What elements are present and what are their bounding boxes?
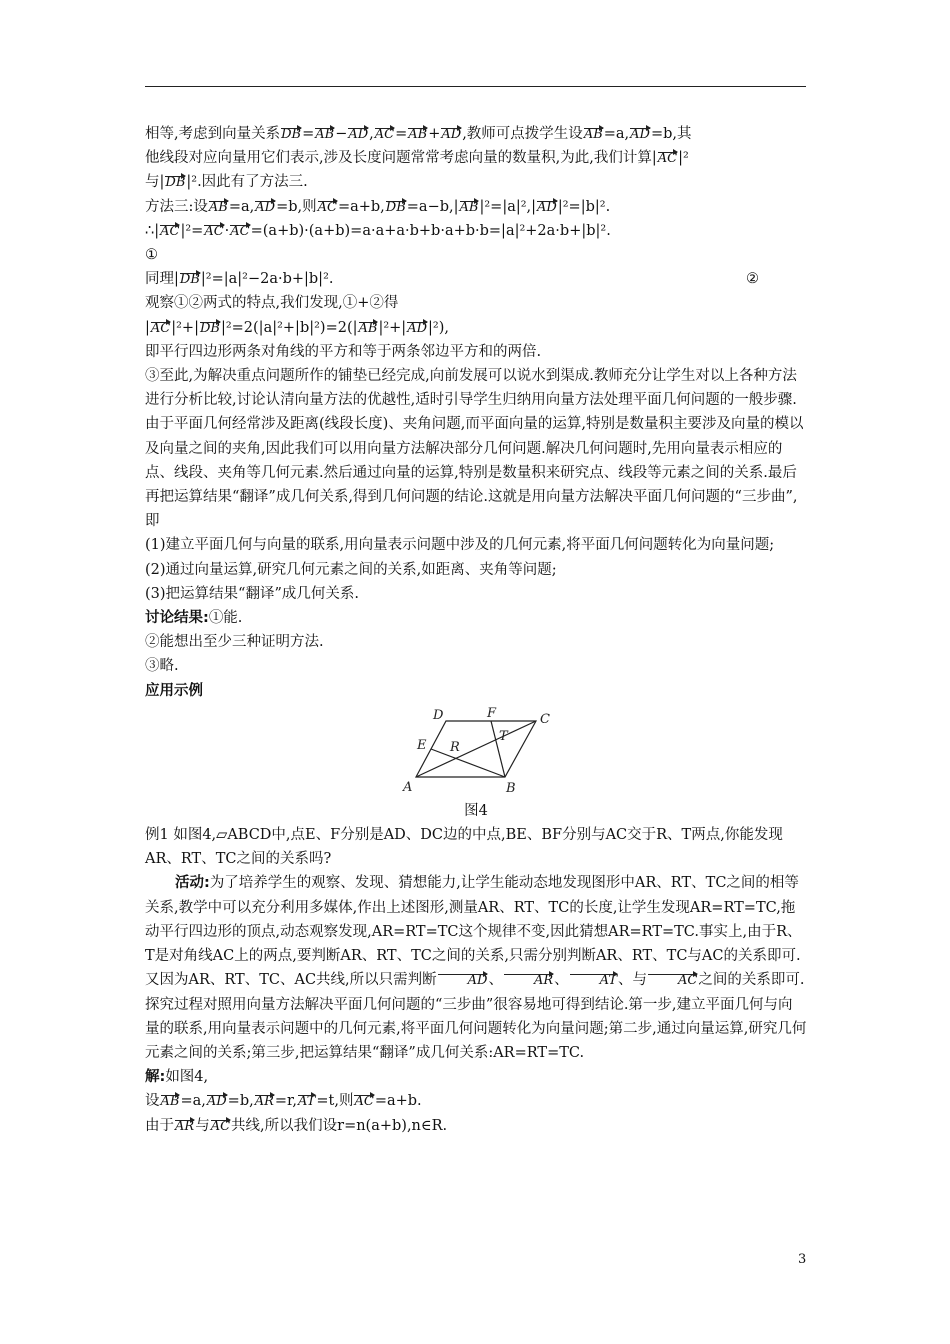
text: |²=|a|²−2a·b+|b|². — [200, 271, 334, 288]
vector-ad: AD — [255, 199, 276, 215]
solution-label: 解: — [145, 1069, 166, 1086]
text-line — [145, 219, 807, 243]
vector-db: DB — [281, 127, 302, 142]
text: 与 — [195, 1117, 210, 1134]
text: =(a+b)·(a+b)=a·a+a·b+b·a+b·b=|a|²+2a·b+|b|². — [250, 222, 611, 239]
text-line: ③略. — [145, 658, 179, 675]
vector-ac: AC — [210, 1118, 231, 1134]
vector-ac: AC — [374, 127, 395, 142]
text: 、与 — [618, 972, 648, 989]
text: 之间的关系即可.探究过程对照用向量方法解决平面几何问题的“三步曲”很容易地可得到结论.第一步,建立平面几何与向量的联系,用向量表示问题中的几何元素,将平面几何问题转化为向量问题;第二步,通过向量运算,研究几何元素之间的关系;第三步,把运算结果“翻译”成几何关系:AR=RT=TC. — [145, 972, 807, 1061]
text: |²=|b|². — [557, 198, 611, 215]
label-d: D — [433, 707, 444, 723]
text-line — [145, 316, 807, 340]
activity-label: 活动: — [175, 875, 210, 892]
text: |²), — [428, 319, 449, 336]
text: 他线段对应向量用它们表示,涉及长度问题常常考虑向量的数量积,为此,我们计算| — [145, 150, 657, 167]
figure-caption: 图4 — [464, 802, 488, 819]
vector-ac: AC — [204, 223, 224, 239]
step-item: (2)通过向量运算,研究几何元素之间的关系,如距离、夹角等问题; — [145, 561, 557, 578]
document-body — [145, 122, 807, 1138]
vector-db: DB — [179, 272, 200, 288]
vector-at: AT — [298, 1094, 316, 1110]
text-line — [145, 122, 807, 146]
vector-ac: AC — [657, 151, 678, 167]
section-title: 应用示例 — [145, 682, 203, 699]
parallelogram-figure — [400, 705, 560, 797]
label-e: E — [417, 737, 427, 753]
text: =a, — [603, 126, 630, 142]
vector-ab: AB — [358, 320, 378, 336]
text: =a, — [180, 1093, 206, 1110]
vector-ac: AC — [354, 1094, 374, 1110]
text-line — [145, 267, 807, 291]
text: 相等,考虑到向量关系 — [145, 126, 281, 142]
diagonal-ac — [416, 721, 536, 777]
vector-ab: AB — [408, 127, 428, 142]
text-line: 即平行四边形两条对角线的平方和等于两条邻边平方和的两倍. — [145, 343, 542, 360]
label-r: R — [450, 739, 460, 755]
text: 、 — [488, 972, 503, 989]
text: ∴| — [145, 222, 160, 239]
text-line — [145, 1114, 807, 1138]
vector-ar: AR — [503, 974, 554, 988]
step-item: (1)建立平面几何与向量的联系,用向量表示问题中涉及的几何元素,将平面几何问题转化为向量问题; — [145, 537, 775, 554]
vector-ad: AD — [407, 320, 427, 336]
vector-ad: AD — [630, 127, 650, 142]
text: − — [335, 126, 348, 142]
text-line — [145, 170, 807, 194]
text: | — [145, 319, 150, 336]
text: =b,其 — [650, 126, 692, 142]
vector-ab: AB — [315, 127, 335, 142]
text: |²= — [180, 222, 204, 239]
text: =b, — [227, 1093, 254, 1110]
text: = — [302, 126, 315, 142]
label-a: A — [403, 779, 413, 795]
text: 为了培养学生的观察、发现、猜想能力,让学生能动态地发现图形中AR、RT、TC之间的相等关系,教学中可以充分利用多媒体,作出上述图形,测量AR、RT、TC的长度,让学生发现AR=RT=TC,拖动平行四边形的顶点,动态观察发现,AR=RT=TC这个规律不变,因此猜想AR=RT=TC.事实上,由于R、T是对角线AC上的两点,要判断AR、RT、TC之间的关系,只需分别判断AR、RT、TC与AC的关系即可.又因为AR、RT、TC、AC共线,所以只需判断 — [145, 875, 802, 989]
text: |²=2(|a|²+|b|²)=2(| — [220, 319, 358, 336]
vector-ad: AD — [437, 974, 489, 988]
text-line — [145, 1065, 807, 1089]
label-b: B — [506, 780, 516, 796]
text: + — [428, 126, 441, 142]
vector-db: DB — [385, 199, 406, 215]
text: =b,则 — [276, 198, 317, 215]
page-number: 3 — [798, 1252, 807, 1267]
label-t: T — [499, 728, 508, 744]
text: = — [395, 126, 408, 142]
vector-ad: AD — [441, 127, 462, 142]
vector-ad: AD — [537, 199, 557, 215]
figure-4 — [145, 703, 807, 799]
text: 同理| — [145, 271, 179, 288]
vector-ar: AR — [254, 1094, 274, 1110]
text: 共线,所以我们设r=n(a+b),n∈R. — [231, 1117, 448, 1134]
text: =a+b. — [374, 1093, 422, 1110]
text: , — [369, 126, 374, 142]
vector-ab: AB — [583, 127, 603, 142]
vector-ac: AC — [160, 223, 180, 239]
vector-ac: AC — [230, 223, 250, 239]
text: 如图4, — [165, 1069, 209, 1086]
text-line: ②能想出至少三种证明方法. — [145, 634, 324, 651]
text: 由于 — [145, 1117, 174, 1134]
vector-ab: AB — [208, 199, 228, 215]
text: |²+| — [171, 319, 199, 336]
equation-number: ① — [145, 247, 158, 264]
text: |²=|a|²,| — [479, 198, 537, 215]
label-c: C — [540, 711, 550, 727]
text-line — [145, 1089, 807, 1113]
text: =t,则 — [316, 1093, 354, 1110]
text: =a+b, — [337, 198, 385, 215]
text: =a−b,| — [406, 198, 459, 215]
text-line — [145, 606, 807, 630]
label-f: F — [487, 705, 497, 721]
vector-ad: AD — [206, 1094, 227, 1110]
vector-ab: AB — [160, 1094, 180, 1110]
vector-ar: AR — [175, 1118, 195, 1134]
vector-at: AT — [569, 974, 618, 988]
example-text: 例1 如图4,▱ABCD中,点E、F分别是AD、DC边的中点,BE、BF分别与AC交于R、T两点,你能发现AR、RT、TC之间的关系吗? — [145, 827, 783, 868]
text: ,教师可点拨学生设 — [462, 126, 583, 142]
text: |².因此有了方法三. — [186, 174, 308, 191]
text: 设 — [145, 1093, 160, 1110]
vector-ac: AC — [150, 320, 171, 336]
paragraph: ③至此,为解决重点问题所作的铺垫已经完成,向前发展可以说水到渠成.教师充分让学生对以上各种方法进行分析比较,讨论认清向量方法的优越性,适时引导学生归纳用向量方法处理平面几何问题的一般步骤.由于平面几何经常涉及距离(线段长度)、夹角问题,而平面向量的运算,特别是数量积主要涉及向量的模以及向量之间的夹角,因此我们可以用向量方法解决部分几何问题.解决几何问题时,先用向量表示相应的点、线段、夹角等几何元素.然后通过向量的运算,特别是数量积来研究点、线段等元素之间的关系.最后再把运算结果“翻译”成几何关系,得到几何问题的结论.这就是用向量方法解决平面几何问题的“三步曲”,即 — [145, 368, 804, 530]
text: 方法三:设 — [145, 198, 208, 215]
step-item: (3)把运算结果“翻译”成几何关系. — [145, 585, 359, 602]
vector-db: DB — [199, 320, 220, 336]
text: |²+| — [378, 319, 407, 336]
vector-ac: AC — [647, 974, 698, 988]
activity-paragraph — [145, 871, 807, 1065]
text: =r, — [274, 1093, 298, 1110]
text: 、 — [554, 972, 569, 989]
text-line — [145, 146, 807, 170]
vector-ac: AC — [317, 199, 337, 215]
vector-db: DB — [165, 175, 186, 191]
equation-number: ② — [746, 271, 759, 288]
text: · — [224, 222, 230, 239]
text: |² — [678, 150, 689, 167]
text: =a, — [228, 198, 255, 215]
discussion-label: 讨论结果: — [145, 610, 209, 627]
header-rule — [145, 86, 806, 87]
vector-ad: AD — [348, 127, 369, 142]
text: 与| — [145, 174, 165, 191]
text-line: 观察①②两式的特点,我们发现,①+②得 — [145, 295, 399, 312]
vector-ab: AB — [459, 199, 479, 215]
text: ①能. — [208, 610, 243, 627]
text-line — [145, 195, 807, 219]
